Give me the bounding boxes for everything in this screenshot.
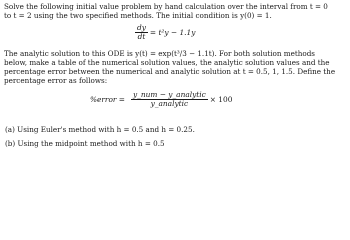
ode-rhs: = t²y − 1.1y	[149, 28, 196, 37]
derivative-fraction	[135, 24, 148, 41]
error-denominator: y_analytic	[150, 99, 189, 108]
analytic-line-1: The analytic solution to this ODE is y(t) = exp(t³/3 − 1.1t). For both solution methods	[4, 49, 315, 58]
error-rhs: × 100	[209, 95, 233, 104]
derivative-denominator: dt	[137, 32, 146, 41]
part-a: (a) Using Euler's method with h = 0.5 and h = 0.25.	[5, 125, 195, 134]
analytic-line-4: percentage error as follows:	[4, 76, 108, 85]
analytic-line-2: below, make a table of the numerical solution values, the analytic solution values and the	[4, 58, 330, 67]
error-lhs: %error =	[90, 95, 125, 104]
error-numerator: y_num − y_analytic	[133, 90, 206, 99]
part-b: (b) Using the midpoint method with h = 0.5	[5, 139, 165, 148]
derivative-numerator: dy	[137, 23, 146, 32]
analytic-line-3: percentage error between the numerical and analytic solution at t = 0.5, 1, 1.5. Define the	[4, 67, 336, 76]
intro-line-1: Solve the following initial value problem by hand calculation over the interval from t = 0	[4, 2, 328, 11]
ode-equation	[133, 24, 195, 41]
percent-error-formula	[90, 91, 232, 108]
error-fraction	[131, 91, 208, 108]
intro-line-2: to t = 2 using the two specified methods. The initial condition is y(0) = 1.	[4, 11, 272, 20]
